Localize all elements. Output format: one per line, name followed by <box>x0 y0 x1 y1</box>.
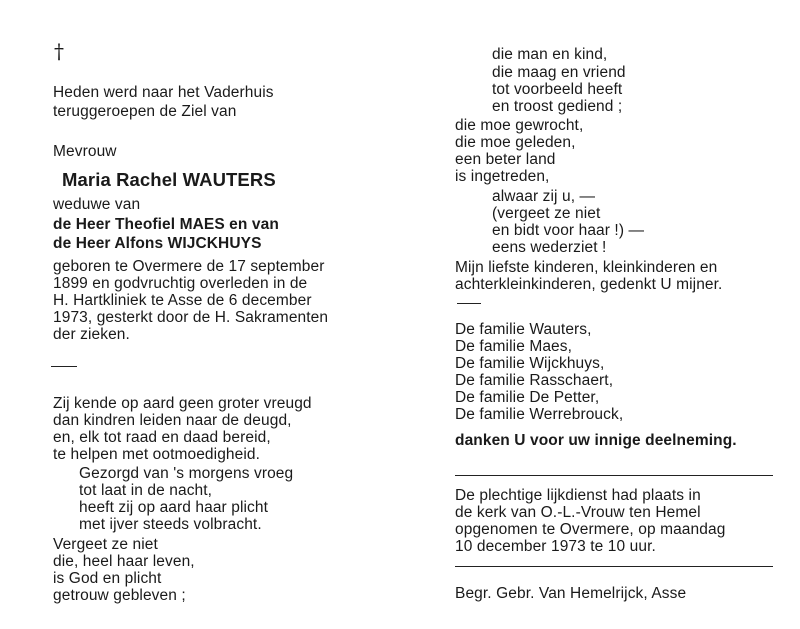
family-1: De familie Wauters, <box>455 321 592 338</box>
r-poem2-line-1: die moe gewrocht, <box>455 117 584 134</box>
r-poem2-line-4: is ingetreden, <box>455 168 550 185</box>
bio-line-3: H. Hartkliniek te Asse de 6 december <box>53 292 312 309</box>
separator-long <box>455 475 773 476</box>
separator-short <box>51 366 77 367</box>
poem1-line-2: dan kindren leiden naar de deugd, <box>53 412 292 429</box>
poem2-line-1: Gezorgd van 's morgens vroeg <box>79 465 294 482</box>
widow-of: weduwe van <box>53 196 141 213</box>
message-line-1: Mijn liefste kinderen, kleinkinderen en <box>455 259 718 276</box>
poem3-line-2: die, heel haar leven, <box>53 553 195 570</box>
separator-long-2 <box>455 566 773 567</box>
poem1-line-3: en, elk tot raad en daad bereid, <box>53 429 271 446</box>
r-poem1-line-1: die man en kind, <box>492 46 608 63</box>
funeral-line-1: De plechtige lijkdienst had plaats in <box>455 487 701 504</box>
deceased-name: Maria Rachel WAUTERS <box>62 169 276 190</box>
intro-line-1: Heden werd naar het Vaderhuis <box>53 84 274 101</box>
family-6: De familie Werrebrouck, <box>455 406 624 423</box>
r-poem2-line-2: die moe geleden, <box>455 134 576 151</box>
poem3-line-1: Vergeet ze niet <box>53 536 158 553</box>
poem3-line-4: getrouw gebleven ; <box>53 587 186 604</box>
r-poem2-line-3: een beter land <box>455 151 556 168</box>
funeral-line-3: opgenomen te Overmere, op maandag <box>455 521 726 538</box>
printer-line: Begr. Gebr. Van Hemelrijck, Asse <box>455 585 687 602</box>
r-poem3-line-4: eens wederziet ! <box>492 239 607 256</box>
funeral-line-4: 10 december 1973 te 10 uur. <box>455 538 656 555</box>
cross-symbol: † <box>54 39 65 63</box>
poem2-line-3: heeft zij op aard haar plicht <box>79 499 269 516</box>
funeral-line-2: de kerk van O.-L.-Vrouw ten Hemel <box>455 504 701 521</box>
bio-line-5: der zieken. <box>53 326 130 343</box>
family-4: De familie Rasschaert, <box>455 372 614 389</box>
r-poem3-line-1: alwaar zij u, — <box>492 188 596 205</box>
bio-line-4: 1973, gesterkt door de H. Sakramenten <box>53 309 329 326</box>
poem2-line-2: tot laat in de nacht, <box>79 482 213 499</box>
bio-line-1: geboren te Overmere de 17 september <box>53 258 325 275</box>
r-poem3-line-2: (vergeet ze niet <box>492 205 601 222</box>
family-2: De familie Maes, <box>455 338 573 355</box>
family-5: De familie De Petter, <box>455 389 600 406</box>
poem1-line-4: te helpen met ootmoedigheid. <box>53 446 261 463</box>
thanks-line: danken U voor uw innige deelneming. <box>455 432 737 449</box>
message-line-2: achterkleinkinderen, gedenkt U mijner. <box>455 276 723 293</box>
family-3: De familie Wijckhuys, <box>455 355 605 372</box>
title-mevrouw: Mevrouw <box>53 143 117 160</box>
r-poem3-line-3: en bidt voor haar !) — <box>492 222 645 239</box>
separator-short-right <box>457 303 481 304</box>
bio-line-2: 1899 en godvruchtig overleden in de <box>53 275 308 292</box>
husband-2: de Heer Alfons WIJCKHUYS <box>53 235 262 252</box>
poem3-line-3: is God en plicht <box>53 570 162 587</box>
poem1-line-1: Zij kende op aard geen groter vreugd <box>53 395 312 412</box>
poem2-line-4: met ijver steeds volbracht. <box>79 516 262 533</box>
r-poem1-line-4: en troost gediend ; <box>492 98 623 115</box>
r-poem1-line-3: tot voorbeeld heeft <box>492 81 623 98</box>
intro-line-2: teruggeroepen de Ziel van <box>53 103 237 120</box>
r-poem1-line-2: die maag en vriend <box>492 64 626 81</box>
husband-1: de Heer Theofiel MAES en van <box>53 216 279 233</box>
